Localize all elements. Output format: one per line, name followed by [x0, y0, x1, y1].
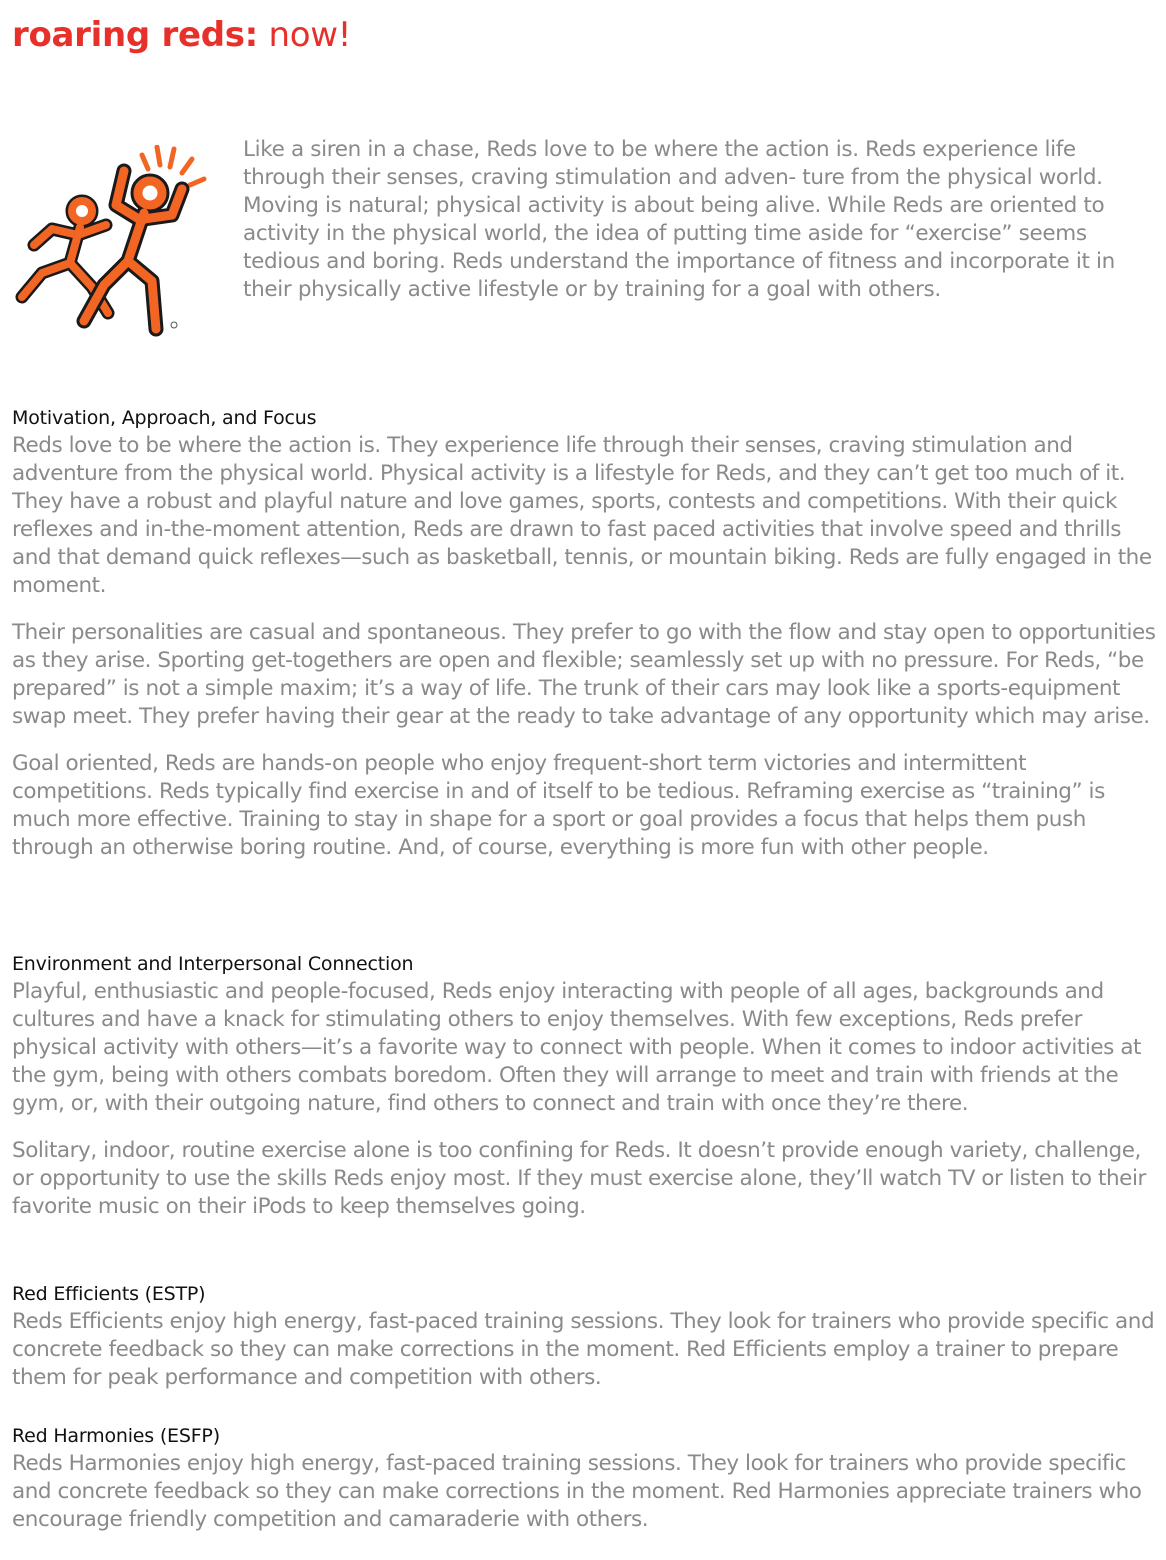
section-environment: [12, 950, 1156, 1221]
page-title-strong: roaring reds:: [12, 15, 258, 55]
section-paragraph: Playful, enthusiastic and people-focused, Reds enjoy interacting with people of all ages, backgrounds and cultures and have a knack for stimulating others to enjoy themselves. With few exceptions, Reds prefer physical activity with others—it’s a favorite way to connect with people. When it comes to indoor activities at the gym, being with others combats boredom. Often they will arrange to meet and train with friends at the gym, or, with their outgoing nature, find others to connect and train with once they’re there.: [12, 979, 1142, 1116]
page-title-light: now!: [257, 15, 352, 55]
section-paragraph: Reds love to be where the action is. They experience life through their senses, craving stimulation and adventure from the physical world. Physical activity is a lifestyle for Reds, and they can’t get too much of it. They have a robust and playful nature and love games, sports, contests and competitions. With their quick reflexes and in-the-moment attention, Reds are drawn to fast paced activities that involve speed and thrills and that demand quick reflexes—such as basketball, tennis, or mountain biking. Reds are fully engaged in the moment.: [12, 433, 1152, 598]
section-paragraph: Solitary, indoor, routine exercise alone is too confining for Reds. It doesn’t provide enough variety, challenge, or opportunity to use the skills Reds enjoy most. If they must exercise alone, they’ll watch TV or listen to their favorite music on their iPods to keep themselves going.: [12, 1138, 1146, 1219]
section-heading: Environment and Interpersonal Connection: [12, 953, 414, 975]
section-heading: Motivation, Approach, and Focus: [12, 407, 317, 429]
section-motivation: [12, 404, 1156, 862]
page-title: [12, 14, 351, 56]
section-heading: Red Harmonies (ESFP): [12, 1425, 220, 1447]
section-paragraph: Reds Harmonies enjoy high energy, fast-paced training sessions. They look for trainers who provide specific and concrete feedback so they can make corrections in the moment. Red Harmonies appreciate trainers who encourage friendly competition and camaraderie with others.: [12, 1451, 1142, 1532]
section-red-harmonies: [12, 1422, 1156, 1534]
two-running-figures-icon: [12, 145, 222, 345]
section-red-efficients: [12, 1280, 1156, 1392]
intro-text: Like a siren in a chase, Reds love to be where the action is. Reds experience life through their senses, craving stimulation and adven- ture from the physical world. Moving is natural; physical activity is about being alive. While Reds are oriented to activity in the physical world, the idea of putting time aside for “exercise” seems tedious and boring. Reds understand the importance of fitness and incorporate it in their physically active lifestyle or by training for a goal with others.: [243, 137, 1115, 302]
section-paragraph: Their personalities are casual and spontaneous. They prefer to go with the flow and stay open to opportunities as they arise. Sporting get-togethers are open and flexible; seamlessly set up with no pressure. For Reds, “be prepared” is not a simple maxim; it’s a way of life. The trunk of their cars may look like a sports-equipment swap meet. They prefer having their gear at the ready to take advantage of any opportunity which may arise.: [12, 620, 1156, 729]
section-paragraph: Goal oriented, Reds are hands-on people who enjoy frequent-short term victories and intermittent competitions. Reds typically find exercise in and of itself to be tedious. Reframing exercise as “training” is much more effective. Training to stay in shape for a sport or goal provides a focus that helps them push through an otherwise boring routine. And, of course, everything is more fun with other people.: [12, 751, 1105, 860]
section-heading: Red Efficients (ESTP): [12, 1283, 206, 1305]
section-paragraph: Reds Efficients enjoy high energy, fast-paced training sessions. They look for trainers who provide specific and concrete feedback so they can make corrections in the moment. Red Efficients employ a trainer to prepare them for peak performance and competition with others.: [12, 1309, 1155, 1390]
